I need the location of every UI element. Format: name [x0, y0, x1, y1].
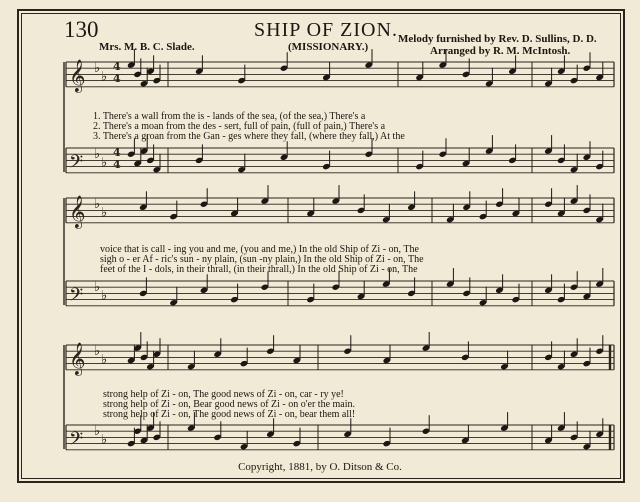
- author-credit: Mrs. M. B. C. Slade.: [99, 41, 195, 53]
- flat-icon: ♭: [101, 155, 108, 171]
- bass-clef-icon: 𝄢: [69, 428, 84, 454]
- flat-icon: ♭: [94, 423, 101, 439]
- lyric-line-2-verse-3: feet of the I - dols, in their thrall, (in their thrall,) In the old Ship of Zi - on, The: [100, 264, 418, 275]
- flat-icon: ♭: [94, 279, 101, 295]
- bass-clef-icon: 𝄢: [69, 151, 84, 177]
- flat-icon: ♭: [101, 205, 108, 221]
- style-label: (MISSIONARY.): [288, 41, 369, 53]
- treble-clef-icon: 𝄞: [69, 58, 86, 92]
- arranger-credit: Arranged by R. M. McIntosh.: [430, 45, 571, 57]
- melody-credit: Melody furnished by Rev. D. Sullins, D. D.: [398, 33, 597, 45]
- lyric-line-2-verse-2: sigh o - er Af - ric's sun - ny plain, (sun -ny plain,) In the old Ship of Zi - on, The: [100, 254, 424, 265]
- time-sig-bottom: 4: [113, 72, 121, 85]
- flat-icon: ♭: [101, 352, 108, 368]
- flat-icon: ♭: [94, 343, 101, 359]
- flat-icon: ♭: [94, 146, 101, 162]
- flat-icon: ♭: [101, 288, 108, 304]
- hymn-number: 130: [64, 17, 99, 42]
- lyric-line-3-verse-2: strong help of Zi - on, Bear good news of Zi - on o'er the main.: [103, 399, 356, 410]
- bass-clef-icon: 𝄢: [69, 284, 84, 310]
- lyric-line-1-verse-3: 3. There's a groan from the Gan - ges where they fall, (where they fall,) At the: [93, 131, 405, 142]
- time-sig-top: 4: [113, 60, 121, 73]
- hymn-title: SHIP OF ZION.: [254, 19, 398, 41]
- lyric-line-3-verse-1: strong help of Zi - on, The good news of Zi - on, car - ry ye!: [103, 389, 344, 400]
- time-sig-top: 4: [113, 146, 121, 159]
- lyric-line-3-verse-3: strong help of Zi - on, The good news of Zi - on, bear them all!: [103, 409, 356, 420]
- copyright-notice: Copyright, 1881, by O. Ditson & Co.: [238, 461, 402, 473]
- flat-icon: ♭: [94, 60, 101, 76]
- lyric-line-2-verse-1: voice that is call - ing you and me, (you and me,) In the old Ship of Zi - on, The: [100, 244, 419, 255]
- treble-clef-icon: 𝄞: [69, 341, 86, 375]
- lyric-line-1-verse-1: 1. There's a wall from the is - lands of the sea, (of the sea,) There's a: [93, 111, 366, 122]
- flat-icon: ♭: [101, 432, 108, 448]
- treble-clef-icon: 𝄞: [69, 194, 86, 228]
- flat-icon: ♭: [101, 69, 108, 85]
- flat-icon: ♭: [94, 196, 101, 212]
- time-sig-bottom: 4: [113, 158, 121, 171]
- lyric-line-1-verse-2: 2. There's a moan from the des - sert, full of pain, (full of pain,) There's a: [93, 121, 386, 132]
